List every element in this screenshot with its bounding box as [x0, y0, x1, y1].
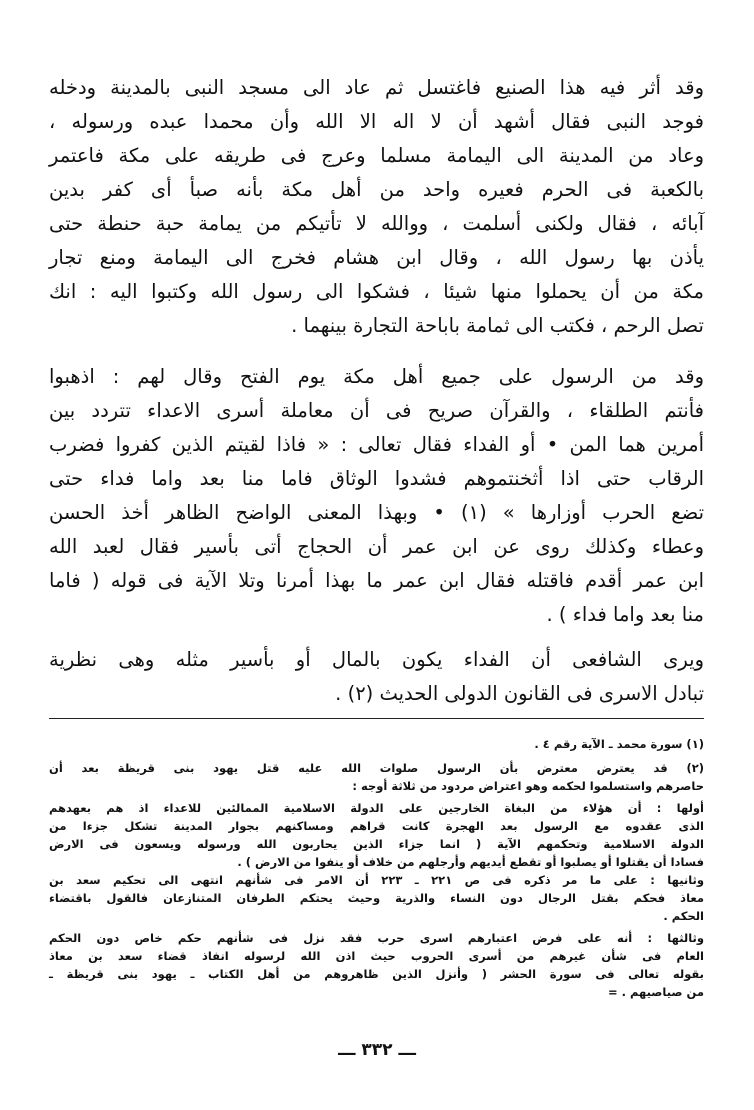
footnote-line: حاصرهم واستسلموا لحكمه وهو اعتراض مردود من ثلاثة أوجه : [352, 779, 704, 793]
footnote-line: (٢) قد يعترض معترض بأن الرسول صلوات الله عليه قتل يهود بنى قريظة بعد أن [49, 761, 704, 775]
text-line: تصل الرحم ، فكتب الى ثمامة باباحة التجارة بينهما . [291, 314, 704, 337]
footnote-line: أولها : أن هؤلاء من البغاة الخارجين على الدولة الاسلامية الممالئين للاعداء اذ هم بعهدهم [49, 801, 704, 815]
text-line: ويرى الشافعى أن الفداء يكون بالمال أو بأسير مثله وهى نظرية [49, 648, 704, 671]
text-line: يأذن بها رسول الله ، وقال ابن هشام فخرج الى اليمامة ومنع تجار [49, 246, 704, 269]
text-line: ابن عمر أقدم فاقتله فقال ابن عمر ما بهذا أمرنا وتلا الآية فى قوله ( فاما [49, 569, 704, 592]
text-line: مكة من أن يحملوا منها شيئا ، فشكوا الى رسول الله وكتبوا اليه : انك [49, 280, 704, 303]
text-line: تبادل الاسرى فى القانون الدولى الحديث (٢) . [335, 682, 704, 705]
footnote-line: من صياصيهم . = [607, 985, 704, 999]
footnote-line: فسادا أن يقتلوا أو يصلبوا أو تقطع أيديهم وأرجلهم من خلاف أو ينفوا من الارض ) . [237, 855, 704, 869]
text-line: منا بعد واما فداء ) . [546, 603, 704, 626]
text-line: آبائه ، فقال ولكنى أسلمت ، ووالله لا تأتيكم من يمامة حبة حنطة حتى [49, 212, 704, 235]
text-line: الرقاب حتى اذا أثخنتموهم فشدوا الوثاق فاما منا بعد واما فداء حتى [49, 467, 704, 490]
footnote-line: الدولة الاسلامية وتحكمهم الآية ( انما جزاء الذين يحاربون الله ورسوله ويسعون فى الارض [49, 837, 704, 851]
text-line: وقد أثر فيه هذا الصنيع فاغتسل ثم عاد الى مسجد النبى بالمدينة ودخله [49, 76, 704, 99]
footnote-separator [49, 718, 704, 719]
text-line: وعاد من المدينة الى اليمامة مسلما وعرج فى طريقه على مكة فاعتمر [49, 144, 704, 167]
footnote-line: الذى عقدوه مع الرسول بعد الهجرة كانت قراهم ومساكنهم بجوار المدينة تشكل جزءا من [49, 819, 704, 833]
footnote-line: العام فى شأن غيرهم من أسرى الحروب حيث اذن الله لرسوله انفاذ قضاء سعد بن معاذ [49, 949, 704, 963]
footnote-line: وثالثها : أنه على فرض اعتبارهم اسرى حرب فقد نزل فى شأنهم حكم خاص دون الحكم [49, 931, 704, 945]
footnote-line: (١) سورة محمد ـ الآية رقم ٤ . [534, 737, 704, 751]
text-line: فأنتم الطلقاء ، والقرآن صريح فى أن معاملة أسرى الاعداء تتردد بين [49, 399, 704, 422]
text-line: وعطاء وكذلك روى عن ابن عمر أن الحجاج أتى بأسير فقال لعبد الله [49, 535, 704, 558]
footnote-line: بقوله تعالى فى سورة الحشر ( وأنزل الذين ظاهروهم من أهل الكتاب ـ يهود بنى قريظة ـ [49, 967, 704, 981]
text-line: تضع الحرب أوزارها » (١) • وبهذا المعنى الواضح الظاهر أخذ الحسن [49, 501, 705, 524]
footnote-line: وثانيها : على ما مر ذكره فى ص ٢٢١ ـ ٢٢٣ أن الامر فى شأنهم انتهى الى تحكيم سعد بن [49, 873, 704, 887]
footnote-line: الحكم . [663, 909, 704, 923]
page-number: ـــ ٣٣٢ ـــ [338, 1040, 416, 1060]
text-line: وقد من الرسول على جميع أهل مكة يوم الفتح وقال لهم : اذهبوا [49, 365, 704, 388]
text-line: أمرين هما المن • أو الفداء فقال تعالى : « فاذا لقيتم الذين كفروا فضرب [49, 433, 704, 456]
text-line: بالكعبة فى الحرم فعيره واحد من أهل مكة بأنه صبأ أى كفر بدين [49, 178, 704, 201]
footnote-line: معاذ فحكم بقتل الرجال دون النساء والذرية وحيث يحتكم الطرفان المتنازعان فالقول باقتضاء [49, 891, 704, 905]
text-line: فوجد النبى فقال أشهد أن لا اله الا الله وأن محمدا عبده ورسوله ، [49, 110, 704, 133]
